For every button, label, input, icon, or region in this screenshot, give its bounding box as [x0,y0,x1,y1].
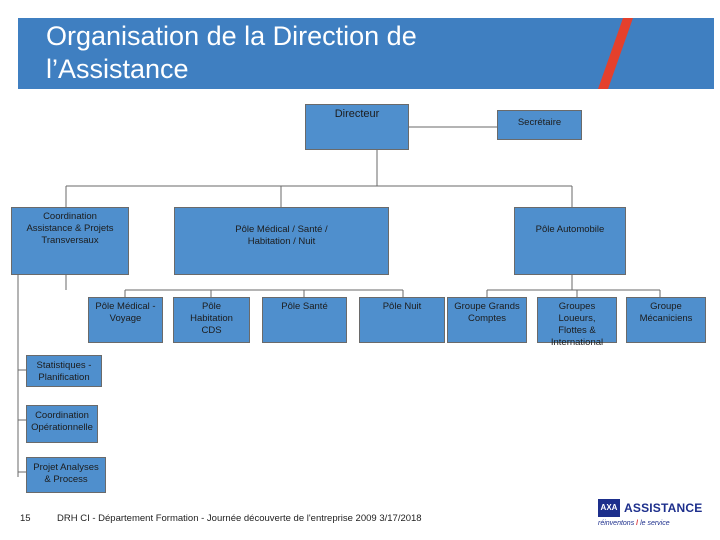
box-pole-automobile [514,207,626,275]
box-projet-analyses-label: Projet Analyses & Process [33,462,99,485]
axa-assistance-logo [598,497,703,531]
box-pole-sante [262,297,347,343]
box-groupe-loueurs-label: Groupes Loueurs, Flottes & International [550,301,604,348]
box-projet-analyses [26,457,106,493]
logo-tagline [598,520,698,527]
box-secretaire-label: Secrétaire [517,117,562,128]
logo-tagline-separator: / [636,520,639,527]
box-groupe-grands-comptes [447,297,527,343]
logo-wordmark: ASSISTANCE [624,501,703,515]
box-coordination-operationnelle-label: Coordination Opérationnelle [31,410,93,433]
box-groupe-loueurs [537,297,617,348]
box-statistiques-label: Statistiques - Planification [36,360,92,383]
box-pole-medical-voyage-label: Pôle Médical - Voyage [95,301,156,324]
box-statistiques [26,355,102,387]
box-pole-nuit [359,297,445,343]
box-pole-sante-label: Pôle Santé [281,301,328,312]
footer-text: DRH CI - Département Formation - Journée découverte de l'entreprise 2009 3/17/2018 [57,513,422,524]
box-coordination-operationnelle [26,405,98,443]
box-coordination-assistance [11,207,129,275]
axa-logo-mark: AXA [598,499,620,517]
box-coordination-assistance-label: Coordination Assistance & Projets Transversaux [26,211,114,246]
page-title-line-1: Organisation de la Direction de [46,21,417,51]
box-groupe-mecaniciens [626,297,706,343]
slide-number: 15 [20,513,31,524]
box-pole-medical-sante [174,207,389,275]
box-directeur [305,104,409,150]
box-groupe-grands-comptes-label: Groupe Grands Comptes [454,301,520,324]
box-groupe-mecaniciens-label: Groupe Mécaniciens [639,301,693,324]
box-secretaire [497,110,582,140]
logo-tagline-b: le service [640,520,670,527]
box-pole-medical-voyage [88,297,163,343]
box-pole-nuit-label: Pôle Nuit [382,301,422,312]
page-title-line-2: l’Assistance [46,54,189,84]
box-pole-habitation-label: Pôle Habitation CDS [190,301,233,336]
box-directeur-label: Directeur [334,108,380,120]
box-pole-habitation [173,297,250,343]
box-pole-medical-sante-label: Pôle Médical / Santé / Habitation / Nuit [235,224,328,247]
logo-tagline-a: réinventons [598,520,635,527]
box-pole-automobile-label: Pôle Automobile [535,224,605,235]
